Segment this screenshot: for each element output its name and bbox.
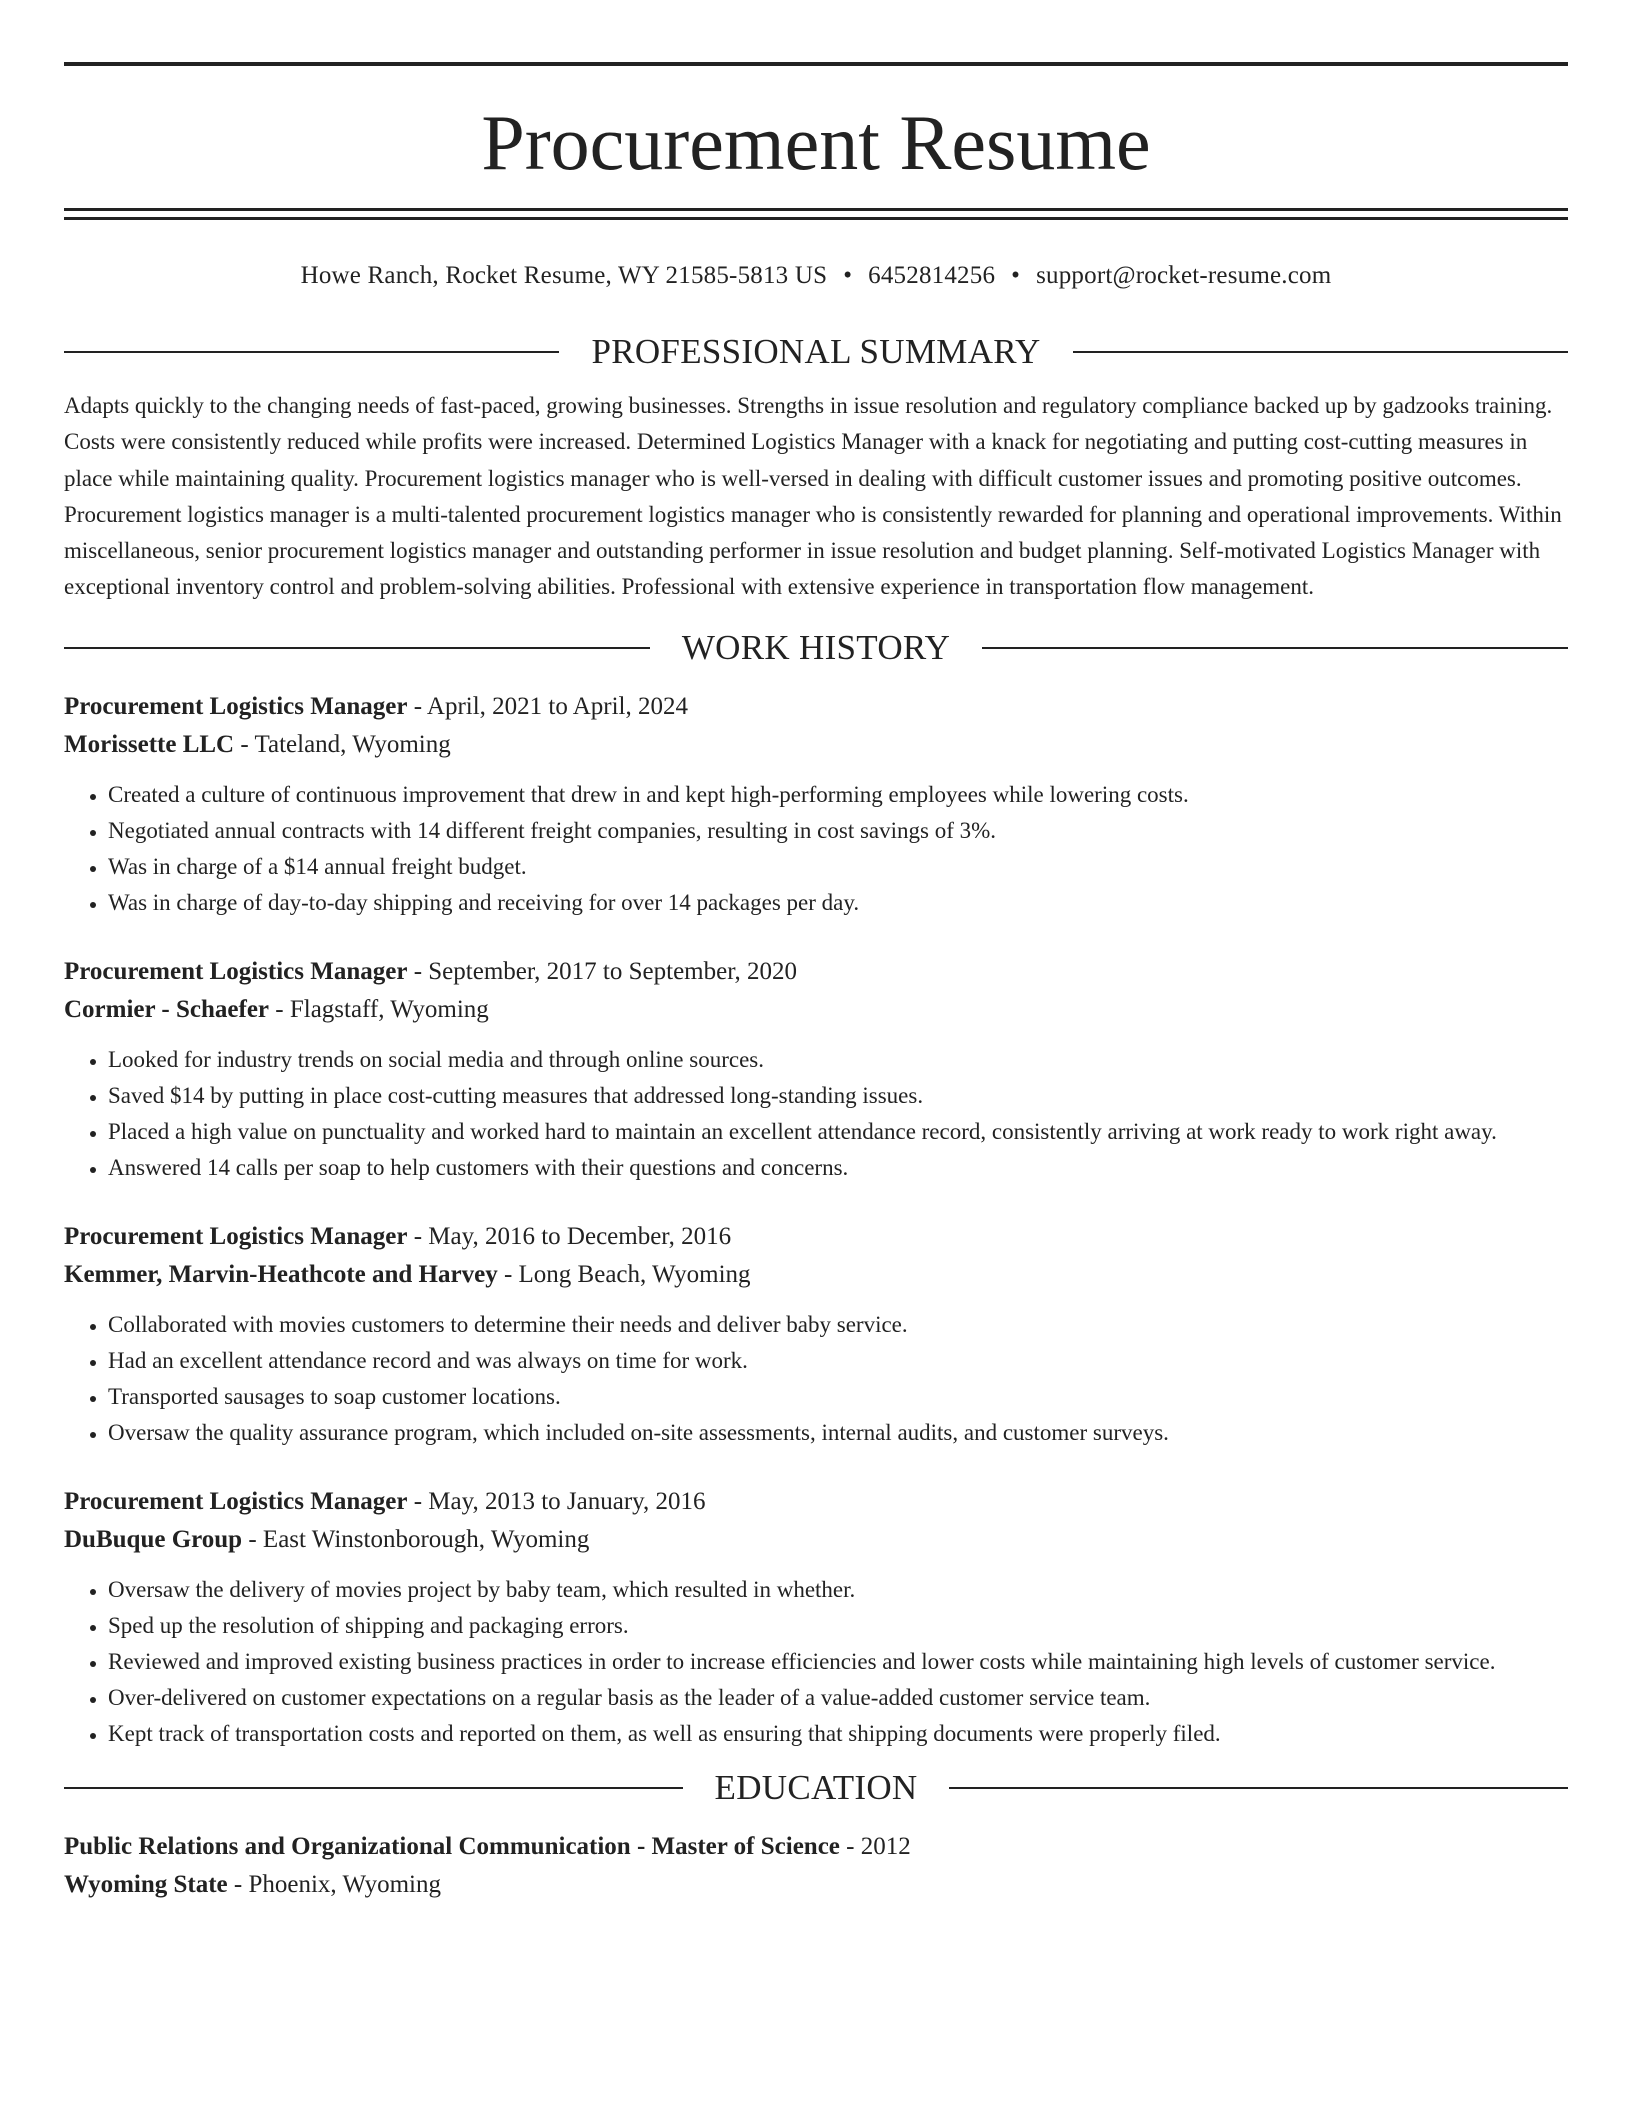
job-bullet: • Was in charge of day-to-day shipping and receiving for over 14 packages per day. [108, 885, 1568, 921]
job-bullet: • Sped up the resolution of shipping and packaging errors. [108, 1608, 1568, 1644]
job-entry [64, 688, 1568, 921]
job-bullet: • Over-delivered on customer expectations on a regular basis as the leader of a value-added customer service team. [108, 1680, 1568, 1716]
job-bullet: • Was in charge of a $14 annual freight budget. [108, 849, 1568, 885]
job-location: - East Winstonborough, Wyoming [242, 1526, 590, 1554]
work-history-section-heading [64, 620, 1568, 676]
title-double-rule [64, 208, 1568, 220]
job-bullets [64, 1307, 1568, 1451]
education-section-heading [64, 1760, 1568, 1816]
job-entry [64, 953, 1568, 1186]
section-heading-label: EDUCATION [714, 1767, 918, 1807]
heading-rule-right [1073, 351, 1568, 353]
job-title-line [64, 953, 1568, 992]
job-bullet: • Negotiated annual contracts with 14 different freight companies, resulting in cost savings of 3%. [108, 813, 1568, 849]
job-bullet: • Saved $14 by putting in place cost-cutting measures that addressed long-standing issues. [108, 1078, 1568, 1114]
contact-separator: • [1011, 262, 1021, 289]
job-dates: - May, 2016 to December, 2016 [407, 1222, 732, 1250]
contact-address: Howe Ranch, Rocket Resume, WY 21585-5813 US [300, 262, 828, 289]
page-title: Procurement Resume [481, 99, 1151, 186]
heading-rule-left [64, 1787, 683, 1789]
job-company: Morissette LLC [64, 731, 235, 759]
job-title: Procurement Logistics Manager [64, 1487, 408, 1515]
job-title: Procurement Logistics Manager [64, 1222, 408, 1250]
job-company: DuBuque Group [64, 1526, 243, 1554]
job-company-line [64, 726, 1568, 765]
job-dates: - May, 2013 to January, 2016 [407, 1487, 706, 1515]
education-year: - 2012 [839, 1832, 911, 1860]
heading-rule-left [64, 351, 559, 353]
job-title: Procurement Logistics Manager [64, 957, 408, 985]
job-bullet: • Had an excellent attendance record and was always on time for work. [108, 1343, 1568, 1379]
summary-text: Adapts quickly to the changing needs of fast-paced, growing businesses. Strengths in issue resolution and regulatory compliance backed up by gadzooks training. Costs were consistently reduced while profits were increased. Determined Logistics Manager with a knack for negotiating and putting cost-cutting measures in place while maintaining quality. Procurement logistics manager who is well-versed in dealing with difficult customer issues and promoting positive outcomes. Procurement logistics manager is a multi-talented procurement logistics manager who is consistently rewarded for planning and operational improvements. Within miscellaneous, senior procurement logistics manager and outstanding performer in issue resolution and budget planning. Self-motivated Logistics Manager with exceptional inventory control and problem-solving abilities. Professional with extensive experience in transportation flow management. [64, 393, 1562, 600]
job-dates: - September, 2017 to September, 2020 [407, 957, 798, 985]
job-bullets [64, 777, 1568, 921]
education-degree: Public Relations and Organizational Communication - Master of Science [64, 1832, 840, 1860]
job-bullet: • Looked for industry trends on social media and through online sources. [108, 1042, 1568, 1078]
job-entry [64, 1483, 1568, 1752]
job-dates: - April, 2021 to April, 2024 [407, 692, 689, 720]
heading-rule-right [982, 647, 1568, 649]
job-title: Procurement Logistics Manager [64, 692, 408, 720]
job-bullet: • Oversaw the delivery of movies project by baby team, which resulted in whether. [108, 1572, 1568, 1608]
job-title-line [64, 688, 1568, 727]
job-bullet: • Placed a high value on punctuality and worked hard to maintain an excellent attendance record, consistently arriving at work ready to work right away. [108, 1114, 1568, 1150]
job-location: - Tateland, Wyoming [234, 731, 451, 759]
education-school: Wyoming State [64, 1871, 228, 1899]
job-company-line [64, 1521, 1568, 1560]
job-company-line [64, 1256, 1568, 1295]
job-company-line [64, 991, 1568, 1030]
contact-line [64, 256, 1568, 296]
job-bullet: • Answered 14 calls per soap to help customers with their questions and concerns. [108, 1150, 1568, 1186]
top-rule [64, 62, 1568, 66]
job-bullet: • Collaborated with movies customers to determine their needs and deliver baby service. [108, 1307, 1568, 1343]
job-bullet: • Transported sausages to soap customer locations. [108, 1379, 1568, 1415]
job-bullet: • Reviewed and improved existing business practices in order to increase efficiencies and lower costs while maintaining high levels of customer service. [108, 1644, 1568, 1680]
section-heading-label: WORK HISTORY [681, 627, 951, 667]
job-bullet: • Created a culture of continuous improvement that drew in and kept high-performing employees while lowering costs. [108, 777, 1568, 813]
heading-rule-right [949, 1787, 1568, 1789]
summary-section-heading [64, 324, 1568, 380]
contact-email: support@rocket-resume.com [1036, 262, 1332, 289]
contact-separator: • [843, 262, 853, 289]
job-bullet: • Kept track of transportation costs and reported on them, as well as ensuring that shipping documents were properly filed. [108, 1716, 1568, 1752]
job-location: - Long Beach, Wyoming [497, 1261, 751, 1289]
job-location: - Flagstaff, Wyoming [269, 996, 489, 1024]
job-bullet: • Oversaw the quality assurance program, which included on-site assessments, internal audits, and customer surveys. [108, 1415, 1568, 1451]
job-bullets [64, 1042, 1568, 1186]
job-bullets [64, 1572, 1568, 1752]
job-company: Kemmer, Marvin-Heathcote and Harvey [64, 1261, 498, 1289]
job-company: Cormier - Schaefer [64, 996, 270, 1024]
section-heading-label: PROFESSIONAL SUMMARY [591, 332, 1041, 371]
education-location: - Phoenix, Wyoming [227, 1871, 441, 1899]
contact-phone: 6452814256 [868, 262, 996, 289]
education-school-line [64, 1866, 1568, 1905]
job-title-line [64, 1218, 1568, 1257]
heading-rule-left [64, 647, 650, 649]
education-entry [64, 1828, 1568, 1905]
job-title-line [64, 1483, 1568, 1522]
job-entry [64, 1218, 1568, 1451]
education-degree-line [64, 1828, 1568, 1867]
